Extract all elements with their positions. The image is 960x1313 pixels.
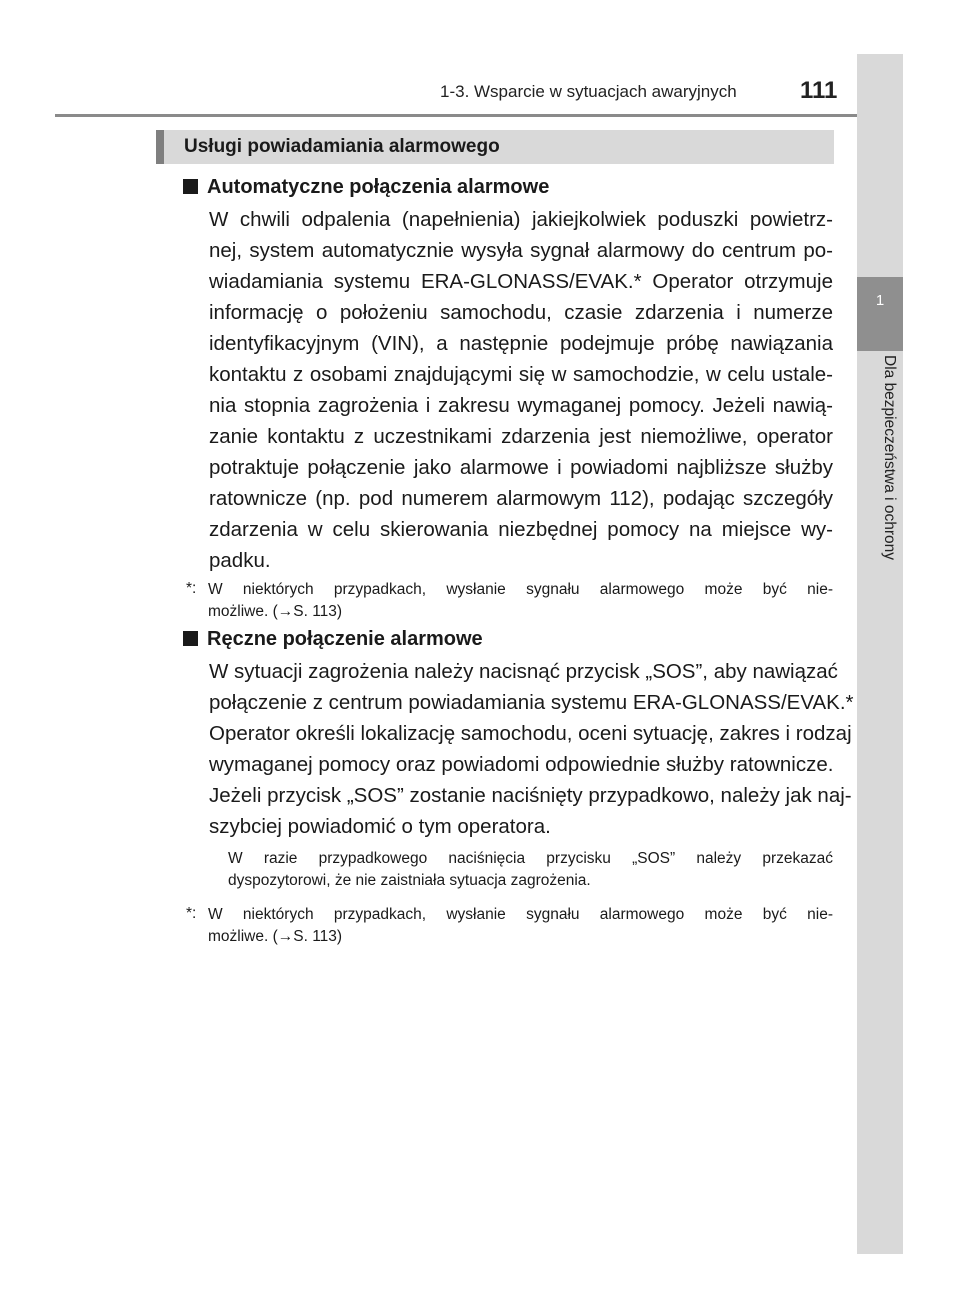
- footnote-marker: *:: [186, 580, 197, 597]
- chapter-side-tab: [857, 54, 903, 1254]
- subheading-text: Ręczne połączenie alarmowe: [207, 628, 483, 650]
- paragraph-line: ratownicze (np. pod numerem alarmowym 112), podając szczegóły: [209, 487, 833, 510]
- note-line: dyspozytorowi, że nie zaistniała sytuacja zagrożenia.: [228, 872, 591, 889]
- page-number: 111: [800, 77, 838, 104]
- subheading-manual: [183, 628, 483, 651]
- paragraph-line: wymaganej pomocy oraz powiadomi odpowiednie służby ratownicze.: [209, 753, 834, 776]
- running-header: 1-3. Wsparcie w sytuacjach awaryjnych: [440, 82, 737, 101]
- footnote-line: możliwe. (→S. 113): [208, 603, 343, 620]
- paragraph-line: nej, system automatycznie wysyła sygnał alarmowy do centrum po-: [209, 239, 833, 262]
- section-title: Usługi powiadamiania alarmowego: [184, 136, 500, 157]
- chapter-number-marker: [857, 277, 903, 351]
- paragraph-line: W sytuacji zagrożenia należy nacisnąć przycisk „SOS”, aby nawiązać: [209, 660, 838, 683]
- paragraph-line: wiadamiania systemu ERA-GLONASS/EVAK.* Operator otrzymuje: [209, 270, 833, 293]
- square-bullet-icon: [183, 179, 198, 194]
- paragraph-line: nia stopnia zagrożenia i zakresu wymaganej pomocy. Jeżeli nawią-: [209, 394, 833, 417]
- footnote-line: możliwe. (→S. 113): [208, 928, 343, 945]
- paragraph-line: zanie kontaktu z uczestnikami zdarzenia jest niemożliwe, operator: [209, 425, 833, 448]
- paragraph-line: informację o położeniu samochodu, czasie zdarzenia i numerze: [209, 301, 833, 324]
- paragraph-line: Jeżeli przycisk „SOS” zostanie naciśnięty przypadkowo, należy jak naj-: [209, 784, 852, 807]
- subheading-automatic: [183, 176, 549, 199]
- chapter-label: Dla bezpieczeństwa i ochrony: [881, 355, 898, 561]
- subheading-text: Automatyczne połączenia alarmowe: [207, 176, 550, 198]
- paragraph-line: kontaktu z osobami znajdującymi się w samochodzie, w celu ustale-: [209, 363, 833, 386]
- section-header: [156, 130, 834, 164]
- footnote-marker: *:: [186, 905, 197, 922]
- paragraph-line: zdarzenia w celu skierowania niezbędnej pomocy na miejsce wy-: [209, 518, 833, 541]
- paragraph-line: szybciej powiadomić o tym operatora.: [209, 815, 551, 838]
- paragraph-line: padku.: [209, 549, 271, 572]
- chapter-number: 1: [875, 292, 885, 309]
- paragraph-line: połączenie z centrum powiadamiania systemu ERA-GLONASS/EVAK.*: [209, 691, 854, 714]
- square-bullet-icon: [183, 631, 198, 646]
- header-divider: [55, 114, 903, 117]
- paragraph-line: identyfikacyjnym (VIN), a następnie podejmuje próbę nawiązania: [209, 332, 833, 355]
- paragraph-line: potraktuje połączenie jako alarmowe i powiadomi najbliższe służby: [209, 456, 833, 479]
- note-line: W razie przypadkowego naciśnięcia przycisku „SOS” należy przekazać: [228, 850, 833, 867]
- footnote-line: W niektórych przypadkach, wysłanie sygnału alarmowego może być nie-: [208, 581, 833, 598]
- paragraph-line: W chwili odpalenia (napełnienia) jakiejkolwiek poduszki powietrz-: [209, 208, 833, 231]
- footnote-line: W niektórych przypadkach, wysłanie sygnału alarmowego może być nie-: [208, 906, 833, 923]
- paragraph-line: Operator określi lokalizację samochodu, oceni sytuację, zakres i rodzaj: [209, 722, 852, 745]
